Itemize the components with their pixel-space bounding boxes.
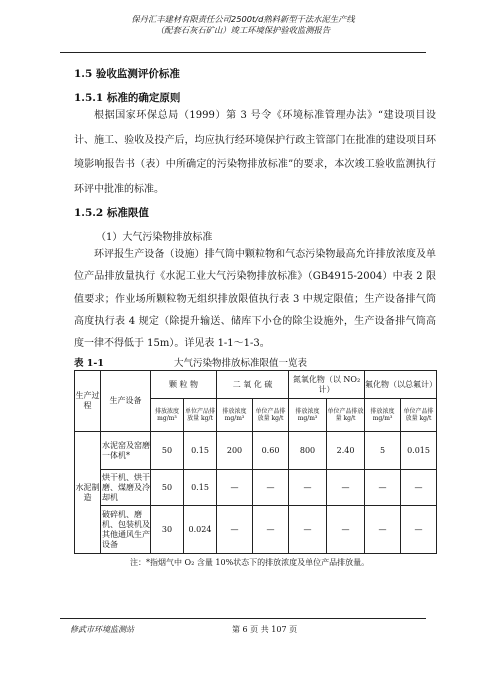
header-conc: 排放浓度 mg/m³ xyxy=(289,399,327,432)
header-pollutant: 二 氧 化 硫 xyxy=(217,371,289,399)
value-cell: — xyxy=(327,506,365,554)
value-cell: 0.15 xyxy=(184,432,217,470)
table-row xyxy=(75,470,437,506)
value-cell: 30 xyxy=(151,506,184,554)
value-cell: 50 xyxy=(151,432,184,470)
footer-organization: 修武市环境监测站 xyxy=(70,625,134,634)
emission-limits-table xyxy=(74,370,437,554)
value-cell: 800 xyxy=(289,432,327,470)
header-unit: 单位产品排放量 kg/t xyxy=(401,399,437,432)
value-cell: 0.015 xyxy=(401,432,437,470)
header-rule xyxy=(60,52,426,53)
value-cell: — xyxy=(217,470,253,506)
value-cell: — xyxy=(365,506,401,554)
header-unit: 单位产品排放量 kg/t xyxy=(327,399,365,432)
header-conc: 排放浓度 mg/m³ xyxy=(151,399,184,432)
header-line-1: 保丹汇丰建材有限责任公司2500t/d熟料新型干法水泥生产线 xyxy=(131,14,355,24)
header-unit: 单位产品排放量 kg/t xyxy=(184,399,217,432)
table-number: 表 1-1 xyxy=(74,358,104,369)
table-note: 注：*指烟气中 O₂ 含量 10%状态下的排放浓度及单位产品排放量。 xyxy=(130,558,370,567)
header-line-2: （配套石灰石矿山）竣工环境保护验收监测报告 xyxy=(155,25,331,35)
value-cell: 200 xyxy=(217,432,253,470)
table-row xyxy=(75,432,437,470)
section-1-5-heading: 1.5 验收监测评价标准 xyxy=(74,68,180,80)
table-title: 大气污染物排放标准限值一览表 xyxy=(174,358,308,369)
device-cell: 破碎机、磨机、包装机及其他通风生产设备 xyxy=(101,506,151,554)
header-device: 生产设备 xyxy=(101,371,151,432)
header-conc: 排放浓度 mg/m³ xyxy=(217,399,253,432)
value-cell: — xyxy=(401,470,437,506)
value-cell: — xyxy=(253,470,289,506)
value-cell: — xyxy=(365,470,401,506)
footer-rule xyxy=(60,618,426,619)
header-pollutant: 氟化物（以总氟计） xyxy=(365,371,437,399)
value-cell: 50 xyxy=(151,470,184,506)
value-cell: — xyxy=(401,506,437,554)
value-cell: — xyxy=(217,506,253,554)
value-cell: 0.15 xyxy=(184,470,217,506)
device-cell: 烘干机、烘干磨、煤磨及冷却机 xyxy=(101,470,151,506)
page-number: 第 6 页 共 107 页 xyxy=(232,625,298,634)
value-cell: — xyxy=(253,506,289,554)
header-conc: 排放浓度 mg/m³ xyxy=(365,399,401,432)
value-cell: 5 xyxy=(365,432,401,470)
device-cell: 水泥窑及窑磨一体机* xyxy=(101,432,151,470)
section-1-5-2-heading: 1.5.2 标准限值 xyxy=(74,207,149,219)
value-cell: — xyxy=(327,470,365,506)
subsection-air-pollutant-standard: （1）大气污染物排放标准 xyxy=(96,232,213,243)
table-row xyxy=(75,506,437,554)
paragraph-standard-principle: 根据国家环保总局（1999）第 3 号令《环境标准管理办法》“建设项目设计、施工、验收及投产后，均应执行经环境保护行政主管部门在批准的建设项目环境影响报告书（表）中所确定的污染物排放标准”的要求，本次竣工验收监测执行环评中批准的标准。 xyxy=(74,110,436,195)
value-cell: 2.40 xyxy=(327,432,365,470)
header-unit: 单位产品排放量 kg/t xyxy=(253,399,289,432)
paragraph-air-standard: 环评报生产设备（设施）排气筒中颗粒物和气态污染物最高允许排放浓度及单位产品排放量执行《水泥工业大气污染物排放标准》（GB4915-2004）中表 2 限值要求；作业场所颗粒物无组织排放限值执行表 3 中规定限值；生产设备排气筒高度执行表 4 规定（除提升输送、储库下小仓的除尘设施外，生产设备排气筒高度一律不得低于 15m）。详见表 1-1～1-3。 xyxy=(74,249,436,350)
header-pollutant: 氮氧化物（以 NO₂ 计） xyxy=(289,371,365,399)
process-group: 水泥制造 xyxy=(75,432,101,554)
value-cell: — xyxy=(289,470,327,506)
value-cell: 0.024 xyxy=(184,506,217,554)
header-pollutant: 颗 粒 物 xyxy=(151,371,217,399)
header-process: 生产过程 xyxy=(75,371,101,432)
value-cell: — xyxy=(289,506,327,554)
table-caption xyxy=(74,355,436,369)
value-cell: 0.60 xyxy=(253,432,289,470)
page-header xyxy=(60,14,426,36)
section-1-5-1-heading: 1.5.1 标准的确定原则 xyxy=(74,92,181,104)
